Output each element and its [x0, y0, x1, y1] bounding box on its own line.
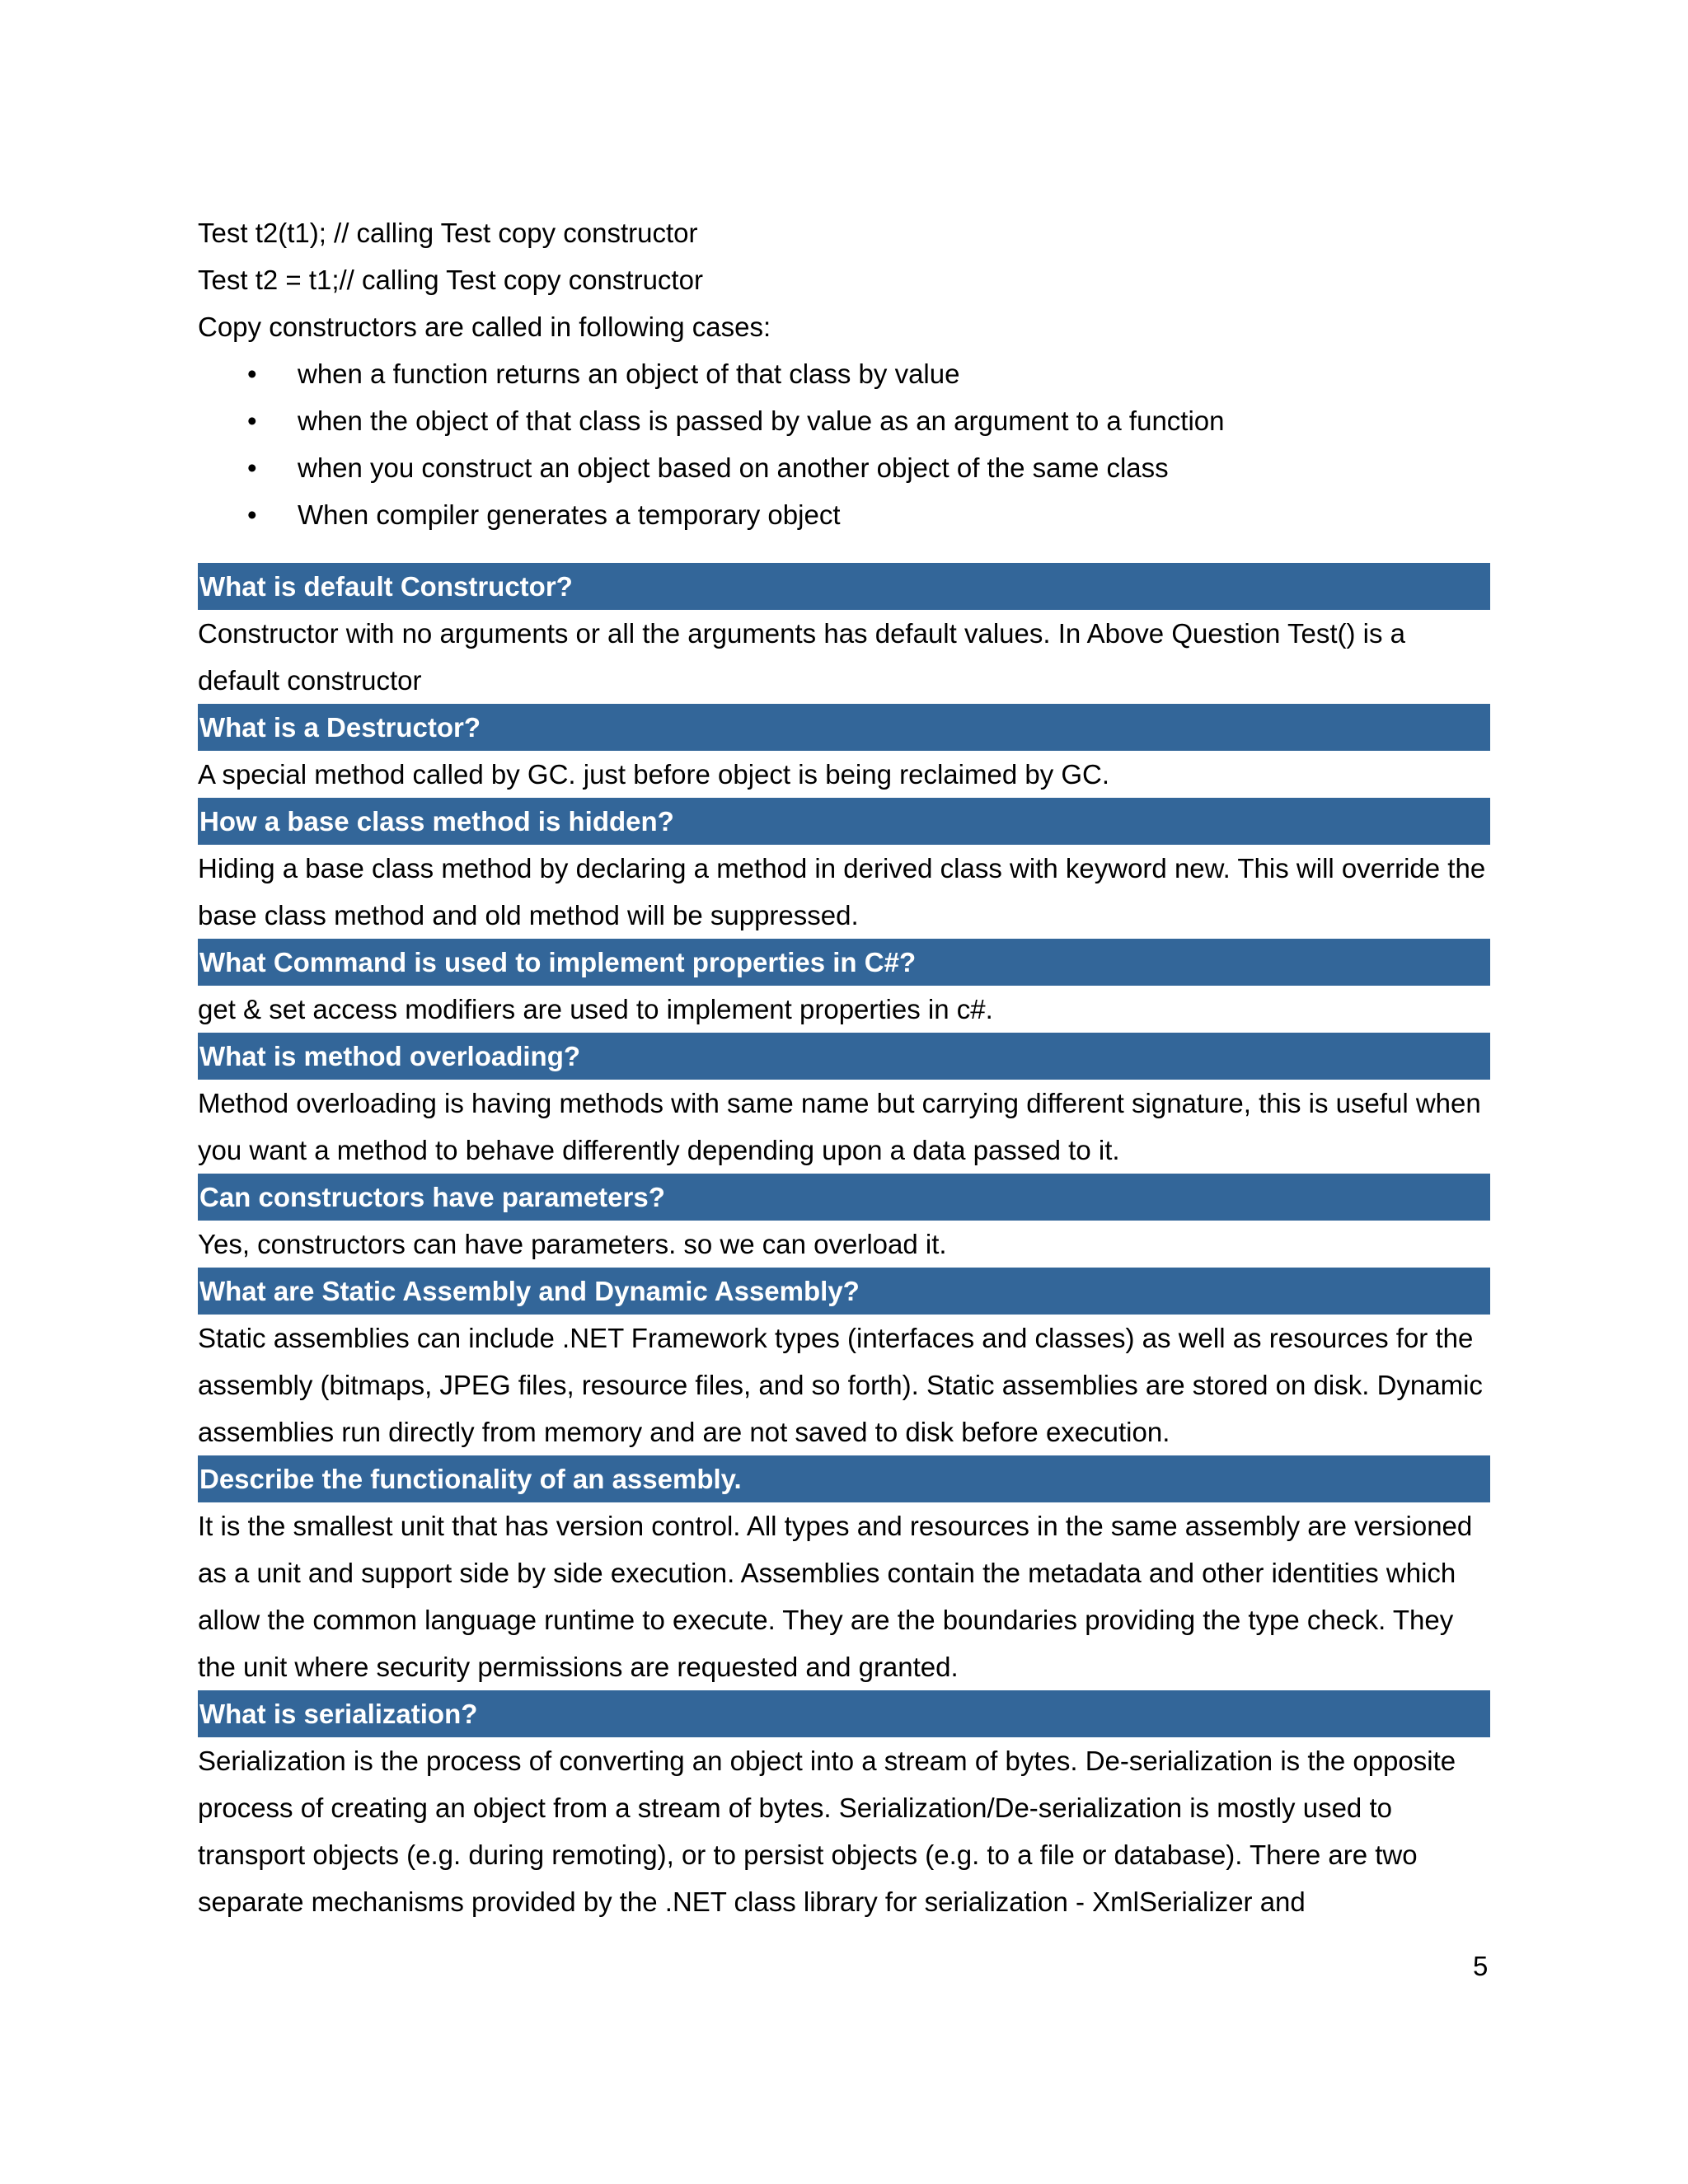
- bullet-icon: •: [247, 405, 257, 436]
- page-number: 5: [1473, 1951, 1489, 1981]
- question-heading-method-overloading: What is method overloading?: [198, 1033, 1490, 1080]
- answer-assembly-functionality: It is the smallest unit that has version control. All types and resources in the same assembly are versioned as a unit and support side by side execution. Assemblies contain the metadata and other identities which allow the common language runtime to execute. They are the boundaries providing the type check. They the unit where security permissions are requested and granted.: [198, 1511, 1473, 1682]
- list-item: [198, 350, 1490, 397]
- question-heading-method-hiding: How a base class method is hidden?: [198, 798, 1490, 845]
- list-item-text: when you construct an object based on another object of the same class: [298, 452, 1169, 483]
- bullet-icon: •: [247, 499, 257, 530]
- bullet-icon: •: [247, 452, 257, 483]
- list-item-text: when a function returns an object of that class by value: [298, 359, 960, 389]
- question-heading-properties: What Command is used to implement properties in C#?: [198, 939, 1490, 986]
- list-item: [198, 444, 1490, 491]
- answer-method-hiding: Hiding a base class method by declaring a method in derived class with keyword new. This will override the base class method and old method will be suppressed.: [198, 853, 1486, 930]
- copy-constructor-intro: Copy constructors are called in following cases:: [198, 312, 771, 342]
- question-heading-default-constructor: What is default Constructor?: [198, 563, 1490, 610]
- question-heading-static-dynamic-assembly: What are Static Assembly and Dynamic Assembly?: [198, 1268, 1490, 1315]
- answer-default-constructor: Constructor with no arguments or all the arguments has default values. In Above Question Test() is a default constructor: [198, 618, 1405, 696]
- answer-static-dynamic-assembly: Static assemblies can include .NET Framework types (interfaces and classes) as well as resources for the assembly (bitmaps, JPEG files, resource files, and so forth). Static assemblies are stored on disk. Dynamic assemblies run directly from memory and are not saved to disk before execution.: [198, 1323, 1483, 1447]
- list-item: [198, 397, 1490, 444]
- answer-serialization: Serialization is the process of converting an object into a stream of bytes. De-serialization is the opposite process of creating an object from a stream of bytes. Serialization/De-serialization is mostly used to transport objects (e.g. during remoting), or to persist objects (e.g. to a file or database). There are two separate mechanisms provided by the .NET class library for serialization - XmlSerializer and: [198, 1746, 1456, 1917]
- document-page: [198, 209, 1490, 1925]
- list-item: [198, 491, 1490, 538]
- section-spacer: [198, 538, 1490, 563]
- copy-constructor-cases-list: [198, 350, 1490, 538]
- question-heading-serialization: What is serialization?: [198, 1690, 1490, 1737]
- code-line-2: Test t2 = t1;// calling Test copy constructor: [198, 265, 703, 295]
- question-heading-assembly-functionality: Describe the functionality of an assembly.: [198, 1455, 1490, 1502]
- code-line-1: Test t2(t1); // calling Test copy constructor: [198, 218, 698, 248]
- bullet-icon: •: [247, 359, 257, 389]
- list-item-text: When compiler generates a temporary object: [298, 499, 841, 530]
- list-item-text: when the object of that class is passed by value as an argument to a function: [298, 405, 1225, 436]
- answer-method-overloading: Method overloading is having methods with same name but carrying different signature, this is useful when you want a method to behave differently depending upon a data passed to it.: [198, 1088, 1481, 1165]
- answer-constructor-parameters: Yes, constructors can have parameters. so we can overload it.: [198, 1229, 947, 1259]
- answer-properties: get & set access modifiers are used to implement properties in c#.: [198, 994, 993, 1024]
- answer-destructor: A special method called by GC. just before object is being reclaimed by GC.: [198, 759, 1110, 790]
- question-heading-destructor: What is a Destructor?: [198, 704, 1490, 751]
- question-heading-constructor-parameters: Can constructors have parameters?: [198, 1174, 1490, 1221]
